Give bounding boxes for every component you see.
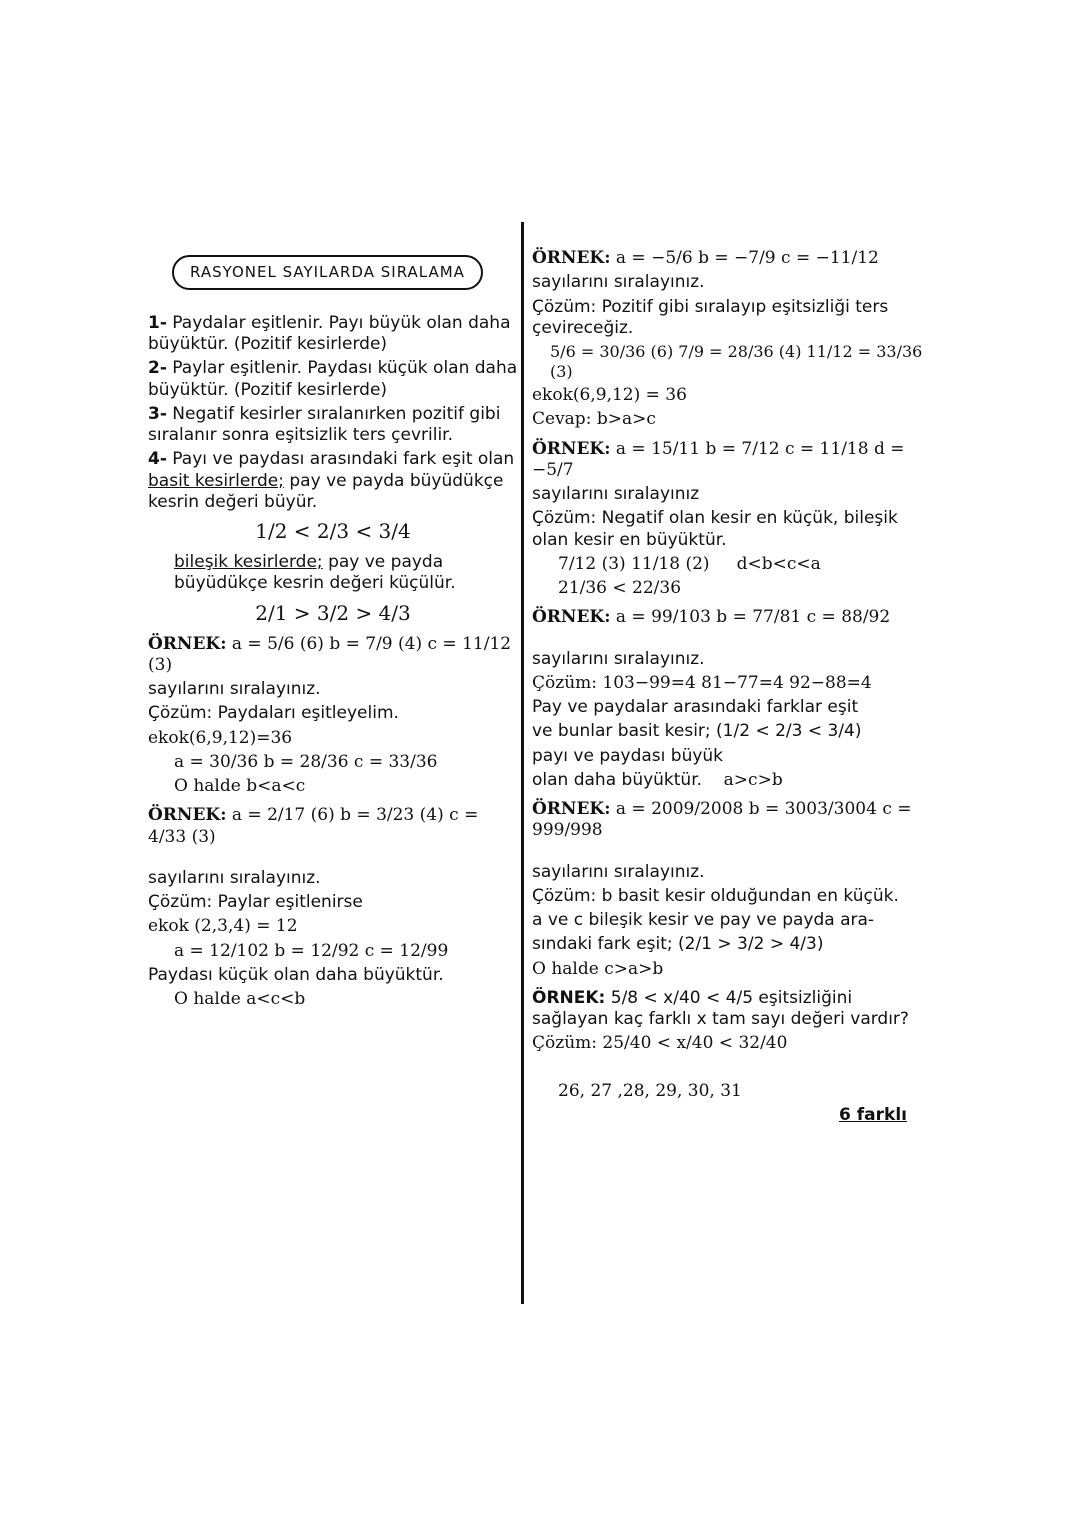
- example-order: d<b<c<a: [736, 553, 821, 574]
- example-count: 6 farklı: [839, 1104, 907, 1125]
- example-answers: 26, 27 ,28, 29, 30, 31: [558, 1080, 742, 1101]
- example-values: a = 2/17 (6) b = 3/23 (4) c = 4/33 (3): [148, 805, 479, 847]
- example-task: sayılarını sıralayınız.: [532, 861, 705, 882]
- example-values: a = 5/6 (6) b = 7/9 (4) c = 11/12 (3): [148, 633, 512, 675]
- example-explain: Pay ve paydalar arasındaki farklar eşit: [532, 697, 859, 717]
- example-result: O halde b<a<c: [174, 776, 306, 796]
- bilesik-kesir-label: bileşik kesirlerde;: [174, 552, 323, 572]
- example-solution: Çözüm: 25/40 < x/40 < 32/40: [532, 1033, 788, 1054]
- rule-3: [148, 404, 518, 447]
- example-1: [148, 634, 518, 798]
- example-4: [532, 439, 927, 600]
- example-values: a = −5/6 b = −7/9 c = −11/12: [615, 248, 879, 268]
- example-result: O halde c>a>b: [532, 958, 664, 979]
- example-fractions: 7/12 (3) 11/18 (2): [558, 553, 710, 574]
- example-explain: ve bunlar basit kesir; (1/2 < 2/3 < 3/4): [532, 721, 862, 742]
- example-explain: olan daha büyüktür.: [532, 769, 703, 790]
- example-result: a>c>b: [723, 769, 783, 790]
- example-label: ÖRNEK:: [532, 799, 611, 819]
- example-question-row: [532, 988, 927, 1031]
- example-solution: Çözüm: Pozitif gibi sıralayıp eşitsizliği ters çevireceğiz.: [532, 296, 889, 338]
- rule-2: [148, 358, 518, 401]
- example-5: [532, 607, 927, 791]
- rule-1: [148, 313, 518, 356]
- rule-text: Payı ve paydası arasındaki fark eşit olan: [172, 449, 515, 470]
- rule-number: 4-: [148, 449, 167, 470]
- example-note: Paydası küçük olan daha büyüktür.: [148, 964, 444, 985]
- rule-number: 2-: [148, 358, 167, 379]
- example-given: [532, 439, 927, 482]
- example-answer: Cevap: b>a>c: [532, 409, 656, 430]
- example-given: [532, 248, 927, 269]
- example-7: [532, 988, 927, 1126]
- bilesik-rule: [148, 552, 518, 595]
- example-label: ÖRNEK:: [148, 805, 227, 826]
- example-given: [532, 799, 927, 842]
- rule-text: pay ve payda büyüdükçe kesrin değeri küçülür.: [174, 552, 456, 594]
- rule-4: [148, 449, 518, 513]
- example-ekok: ekok(6,9,12)=36: [148, 727, 293, 748]
- example-label: ÖRNEK:: [532, 987, 606, 1008]
- bilesik-example: 2/1 > 3/2 > 4/3: [255, 600, 411, 625]
- example-2: [148, 805, 518, 1010]
- example-label: ÖRNEK:: [532, 248, 611, 268]
- example-values-list: [532, 554, 927, 575]
- example-explain: a ve c bileşik kesir ve pay ve payda ara-: [532, 910, 875, 930]
- example-ekok: ekok (2,3,4) = 12: [148, 916, 298, 937]
- example-3: [532, 248, 927, 431]
- example-result: O halde a<c<b: [174, 989, 306, 1009]
- example-label: ÖRNEK:: [148, 633, 227, 654]
- example-task: sayılarını sıralayınız: [532, 484, 700, 504]
- example-6: [532, 799, 927, 980]
- rule-text: pay ve payda büyüdükçe kesrin değeri büyür.: [148, 470, 504, 512]
- example-solution: Çözüm: Paylar eşitlenirse: [148, 892, 363, 912]
- example-label: ÖRNEK:: [532, 438, 611, 459]
- example-solution: Çözüm: Paydaları eşitleyelim.: [148, 703, 399, 724]
- basit-example: 1/2 < 2/3 < 3/4: [255, 519, 411, 543]
- left-column: [148, 255, 518, 1018]
- example-given: [148, 634, 518, 677]
- example-values: a = 15/11 b = 7/12 c = 11/18 d = −5/7: [532, 438, 905, 480]
- rule-text: Paylar eşitlenir. Paydası küçük olan daha büyüktür. (Pozitif kesirlerde): [148, 358, 518, 400]
- right-column: [532, 240, 927, 1134]
- basit-kesir-label: basit kesirlerde;: [148, 470, 284, 491]
- example-task: sayılarını sıralayınız.: [532, 272, 705, 293]
- example-values: a = 2009/2008 b = 3003/3004 c = 999/998: [532, 799, 912, 841]
- example-explain: payı ve paydası büyük: [532, 745, 724, 766]
- example-values: a = 99/103 b = 77/81 c = 88/92: [615, 607, 891, 628]
- rule-text: Negatif kesirler sıralanırken pozitif gibi sıralanır sonra eşitsizlik ters çevrilir.: [148, 403, 501, 445]
- example-solution: Çözüm: b basit kesir olduğundan en küçük.: [532, 885, 899, 906]
- example-task: sayılarını sıralayınız.: [148, 867, 321, 888]
- example-equal-values: a = 30/36 b = 28/36 c = 33/36: [174, 751, 438, 772]
- rule-number: 3-: [148, 403, 167, 424]
- example-equal-values: a = 12/102 b = 12/92 c = 12/99: [174, 940, 449, 961]
- example-explain: sındaki fark eşit; (2/1 > 3/2 > 4/3): [532, 934, 824, 955]
- example-label: ÖRNEK:: [532, 607, 611, 628]
- example-task: sayılarını sıralayınız.: [148, 679, 321, 699]
- column-divider: [521, 222, 524, 1304]
- example-equal-values: 5/6 = 30/36 (6) 7/9 = 28/36 (4) 11/12 = 33/36 (3): [550, 342, 923, 381]
- example-ekok: ekok(6,9,12) = 36: [532, 385, 687, 405]
- example-solution: Çözüm: Negatif olan kesir en küçük, bileşik olan kesir en büyüktür.: [532, 508, 898, 550]
- example-task: sayılarını sıralayınız.: [532, 648, 705, 669]
- example-diffs: Çözüm: 103−99=4 81−77=4 92−88=4: [532, 672, 872, 693]
- example-given: [148, 805, 518, 848]
- example-given: [532, 607, 927, 628]
- example-explain-result: [532, 770, 927, 791]
- rule-number: 1-: [148, 312, 167, 333]
- page-title: RASYONEL SAYILARDA SIRALAMA: [172, 255, 483, 290]
- example-question: 5/8 < x/40 < 4/5 eşitsizliğini sağlayan kaç farklı x tam sayı değeri vardır?: [532, 987, 909, 1029]
- example-compare: 21/36 < 22/36: [558, 578, 682, 598]
- rule-text: Paydalar eşitlenir. Payı büyük olan daha büyüktür. (Pozitif kesirlerde): [148, 312, 511, 354]
